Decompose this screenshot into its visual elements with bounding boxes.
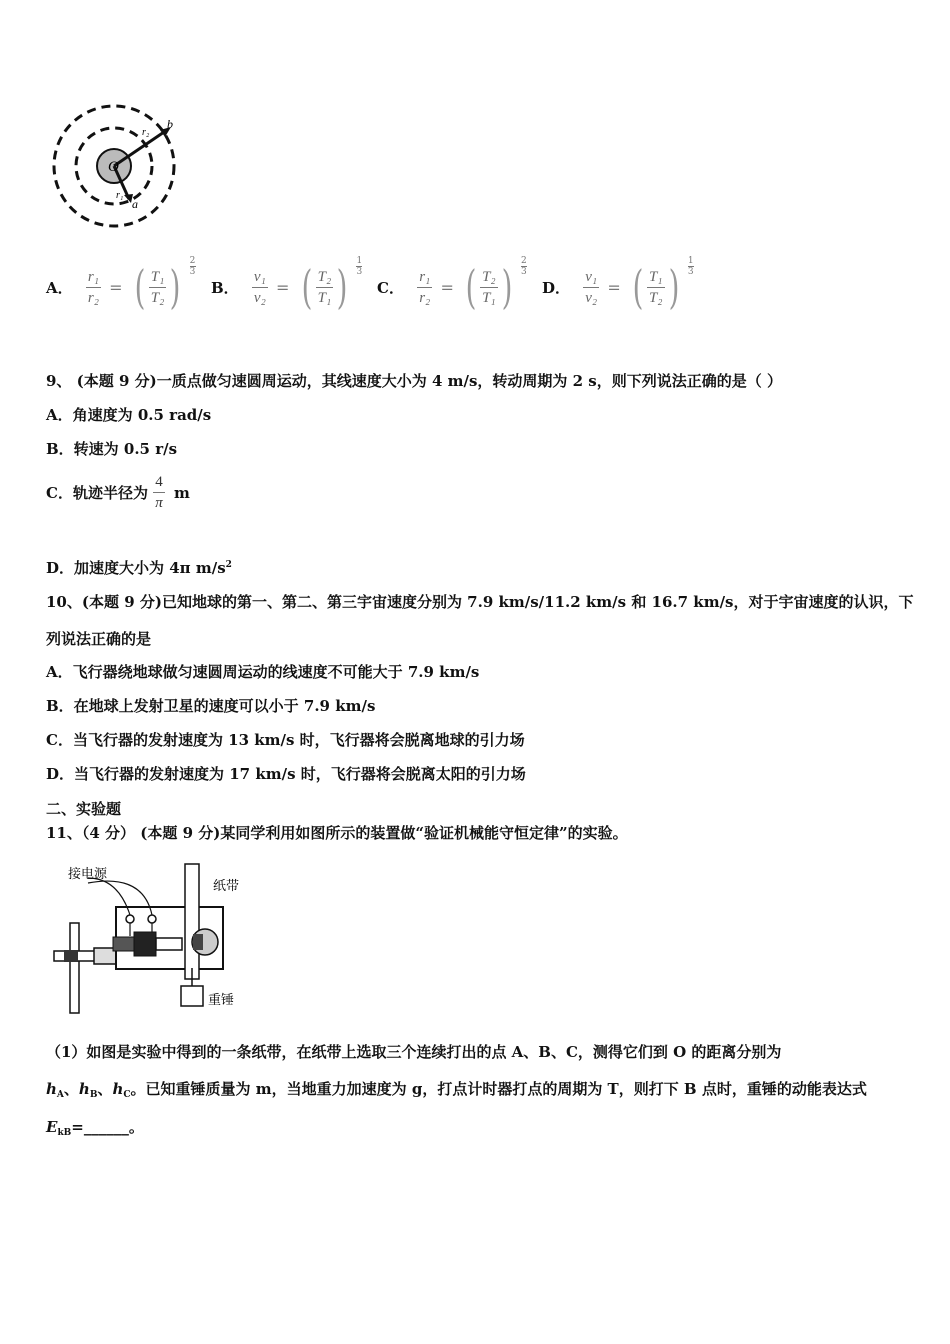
q11-part1-line3: $E_{kB}=\_\_\_\_\_\_$。 — [46, 1118, 144, 1138]
label-tape: 纸带 — [213, 879, 240, 894]
q10-option-c[interactable]: C．当飞行器的发射速度为 13 km/s 时，飞行器将会脱离地球的引力场 — [46, 731, 525, 749]
section-heading: 二、实验题 — [46, 800, 122, 818]
q11-part1-line1: （1）如图是实验中得到的一条纸带，在纸带上选取三个连续打出的点 A、B、C，测得它们到 O 的距离分别为 — [46, 1043, 782, 1061]
label-power: 接电源 — [68, 867, 108, 882]
orbit-diagram — [50, 100, 180, 235]
q11-part1-line2: $h_A$、$h_B$、$h_C$。已知重锤质量为 m，当地重力加速度为 g，打点计时器打点的周期为 T，则打下 B 点时，重锤的动能表达式 — [46, 1080, 867, 1100]
q8-option-d[interactable]: D． $\frac{\text{v₁}}{\text{v₂}}$ = ( $\frac{\text{T₁}}{\text{T₂}}$ ) $\frac{1}{3}$ — [542, 256, 694, 314]
q10-option-d[interactable]: D．当飞行器的发射速度为 17 km/s 时，飞行器将会脱离太阳的引力场 — [46, 765, 526, 783]
label-a: a — [132, 197, 138, 211]
label-o: O — [108, 159, 119, 175]
q9-option-b[interactable]: B．转速为 0.5 r/s — [46, 440, 178, 458]
q8-option-a[interactable]: A． $\frac{\text{r₁}}{\text{r₂}}$ = ( $\frac{\text{T₁}}{\text{T₂}}$ ) $\frac{2}{3}$ — [46, 256, 196, 314]
q9-option-d[interactable]: D．加速度大小为 4π $m/s^2$ — [46, 559, 232, 577]
apparatus-diagram — [48, 858, 258, 1018]
label-r2: r₂ — [142, 127, 150, 138]
r2-arrow — [114, 130, 167, 166]
q9-option-a[interactable]: A．角速度为 0.5 rad/s — [46, 406, 212, 424]
q9-stem: 9、 (本题 9 分)一质点做匀速圆周运动，其线速度大小为 4 m/s，转动周期为 2 s，则下列说法正确的是（ ） — [46, 372, 782, 390]
q10-option-a[interactable]: A．飞行器绕地球做匀速圆周运动的线速度不可能大于 7.9 km/s — [46, 663, 480, 681]
q9-option-c[interactable]: C．轨迹半径为 $\frac{4}{\pi}$ m — [46, 474, 190, 511]
q8-option-c[interactable]: C． $\frac{\text{r₁}}{\text{r₂}}$ = ( $\frac{\text{T₂}}{\text{T₁}}$ ) $\frac{2}{3}$ — [377, 256, 527, 314]
q8-option-b[interactable]: B． $\frac{\text{v₁}}{\text{v₂}}$ = ( $\frac{\text{T₂}}{\text{T₁}}$ ) $\frac{1}{3}$ — [211, 256, 363, 314]
q10-stem-line1: 10、(本题 9 分)已知地球的第一、第二、第三宇宙速度分别为 7.9 km/s/11.2 km/s 和 16.7 km/s，对于宇宙速度的认识，下 — [46, 593, 914, 611]
label-b: b — [167, 117, 173, 131]
q10-option-b[interactable]: B．在地球上发射卫星的速度可以小于 7.9 km/s — [46, 697, 376, 715]
label-r1: r₁ — [116, 190, 124, 201]
label-weight: 重锤 — [208, 993, 235, 1008]
q11-stem: 11、（4 分） (本题 9 分)某同学利用如图所示的装置做“验证机械能守恒定律”的实验。 — [46, 824, 628, 842]
q10-stem-line2: 列说法正确的是 — [46, 630, 152, 648]
